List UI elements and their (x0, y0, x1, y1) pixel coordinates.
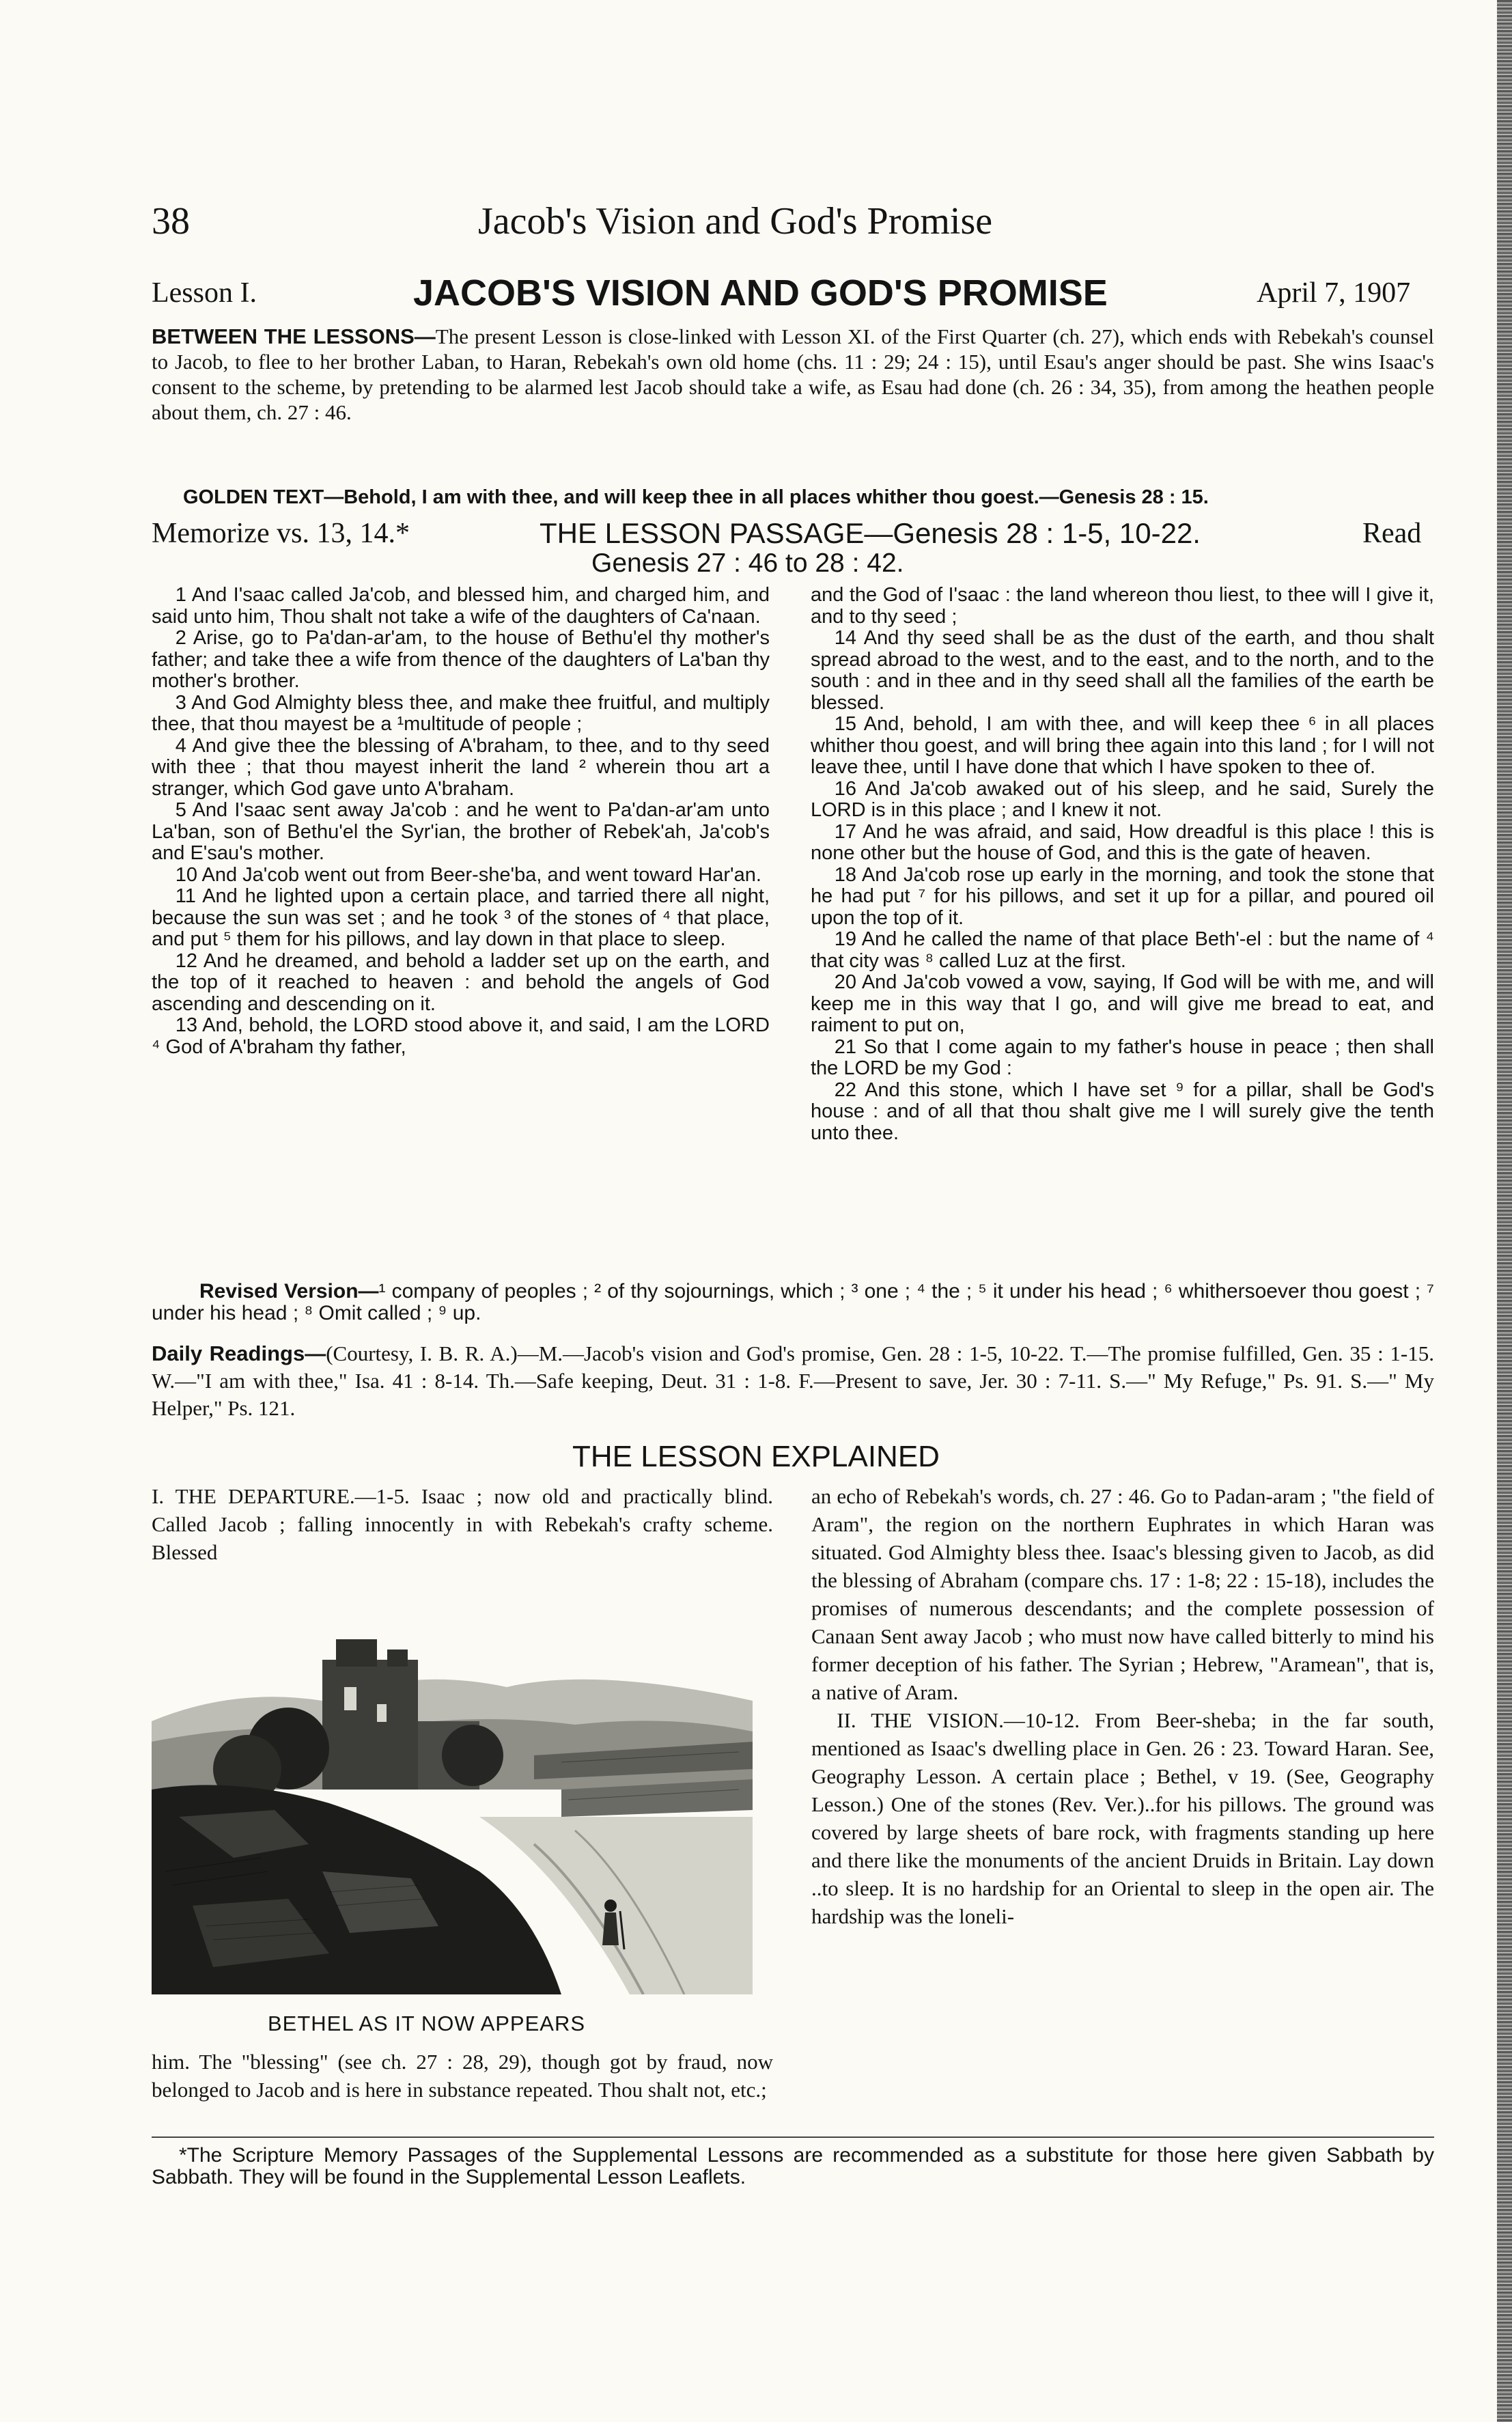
passage-verse: 17 And he was afraid, and said, How dreadful is this place ! this is none other but the house of God, and this is the gate of heaven. (811, 820, 1434, 864)
between-lessons-label: BETWEEN THE LESSONS— (152, 324, 436, 348)
passage-verse: and the God of I'saac : the land whereon thou liest, to thee will I give it, and to thy seed ; (811, 584, 1434, 628)
between-lessons (152, 324, 1434, 425)
passage-verse: 18 And Ja'cob rose up early in the morning, and took the stone that he had put ⁷ for his pillows, and set it up for a pillar, and poured oil upon the top of it. (811, 863, 1434, 929)
read-reference: Genesis 27 : 46 to 28 : 42. (591, 548, 904, 578)
passage-verse: 22 And this stone, which I have set ⁹ for a pillar, shall be God's house : and of all that thou shalt give me I will surely give the tenth unto thee. (811, 1078, 1434, 1144)
passage-right-column (811, 585, 1434, 1144)
footnote-rule (152, 2136, 1434, 2138)
passage-verse: 5 And I'saac sent away Ja'cob : and he went to Pa'dan-ar'am unto La'ban, son of Bethu'el the Syr'ian, the brother of Rebek'ah, Ja'cob's and E'sau's mother. (152, 799, 770, 864)
passage-left-column (152, 585, 770, 1058)
lesson-date: April 7, 1907 (1257, 277, 1411, 309)
read-label: Read (1362, 518, 1422, 549)
page-number: 38 (152, 200, 190, 242)
revised-version-label: Revised Version— (199, 1280, 379, 1303)
passage-verse: 13 And, behold, the LORD stood above it, and said, I am the LORD ⁴ God of A'braham thy father, (152, 1014, 770, 1058)
passage-verse: 1 And I'saac called Ja'cob, and blessed him, and charged him, and said unto him, Thou shalt not take a wife of the daughters of Ca'naan. (152, 584, 770, 628)
passage-verse: 14 And thy seed shall be as the dust of the earth, and thou shalt spread abroad to the west, and to the east, and to the north, and to the south : and in thee and in thy seed shall all the families of the earth be blessed. (811, 627, 1434, 714)
lesson-explained-heading: THE LESSON EXPLAINED (572, 1440, 940, 1473)
lesson-number: Lesson I. (152, 277, 257, 309)
departure-intro: I. THE DEPARTURE.—1-5. Isaac ; now old and practically blind. Called Jacob ; falling innocently in with Rebekah's crafty scheme. Blessed (152, 1484, 773, 1564)
scan-edge (1497, 0, 1512, 2422)
passage-verse: 21 So that I come again to my father's house in peace ; then shall the LORD be my God : (811, 1035, 1434, 1079)
passage-verse: 2 Arise, go to Pa'dan-ar'am, to the house of Bethu'el thy mother's father; and take thee a wife from thence of the daughters of La'ban thy mother's brother. (152, 627, 770, 692)
departure-notes: an echo of Rebekah's words, ch. 27 : 46. Go to Padan-aram ; "the field of Aram", the region on the northern Euphrates in which Haran was situated. God Almighty bless thee. Isaac's blessing given to Jacob, as did the blessing of Abraham (compare chs. 17 : 1-8; 22 : 15-18), includes the promises of numerous descendants; and the complete possession of Canaan Sent away Jacob ; who must now have called bitterly to mind his former deception of his father. The Syrian ; Hebrew, "Aramean", that is, a native of Aram. (811, 1484, 1434, 1704)
revised-version-text: ¹ company of peoples ; ² of thy sojournings, which ; ³ one ; ⁴ the ; ⁵ it under his head ; ⁶ whithersoever thou goest ; ⁷ under his head ; ⁸ Omit called ; ⁹ up. (152, 1280, 1434, 1324)
passage-verse: 12 And he dreamed, and behold a ladder set up on the earth, and the top of it reached to heaven : and behold the angels of God ascending and descending on it. (152, 949, 770, 1015)
footnote-text: *The Scripture Memory Passages of the Supplemental Lessons are recommended as a substitute for those here given Sabbath by Sabbath. They will be found in the Supplemental Lesson Leaflets. (152, 2144, 1434, 2188)
passage-verse: 15 And, behold, I am with thee, and will keep thee ⁶ in all places whither thou goest, and will bring thee again into this land ; for I will not leave thee, until I have done that which I have spoken to thee of. (811, 713, 1434, 778)
passage-verse: 16 And Ja'cob awaked out of his sleep, and he said, Surely the LORD is in this place ; and I knew it not. (811, 777, 1434, 821)
passage-verse: 19 And he called the name of that place Beth'-el : but the name of ⁴ that city was ⁸ called Luz at the first. (811, 928, 1434, 972)
vision-notes: II. THE VISION.—10-12. From Beer-sheba; in the far south, mentioned as Isaac's dwelling place in Gen. 26 : 23. Toward Haran. See, Geography Lesson. A certain place ; Bethel, v 19. (See, Geography Lesson.) One of the stones (Rev. Ver.)..for his pillows. The ground was covered by large sheets of bare rock, with fragments standing up here and there like the monuments of the ancient Druids in Britain. Lay down ..to sleep. It is no hardship for an Oriental to sleep in the open air. The hardship was the loneli- (811, 1708, 1434, 1928)
illustration-caption: BETHEL AS IT NOW APPEARS (268, 2012, 586, 2035)
running-title: Jacob's Vision and God's Promise (478, 200, 993, 242)
daily-readings-text: (Courtesy, I. B. R. A.)—M.—Jacob's vision and God's promise, Gen. 28 : 1-5, 10-22. T.—The promise fulfilled, Gen. 35 : 1-15. W.—"I am with thee," Isa. 41 : 8-14. Th.—Safe keeping, Deut. 31 : 1-8. F.—Present to save, Jer. 30 : 7-11. S.—" My Refuge," Ps. 91. S.—" My Helper," Ps. 121. (152, 1341, 1434, 1420)
footnote (152, 2145, 1434, 2188)
golden-text: GOLDEN TEXT—Behold, I am with thee, and will keep thee in all places whither thou goest.—Genesis 28 : 15. (183, 486, 1209, 508)
lesson-passage-title: THE LESSON PASSAGE—Genesis 28 : 1-5, 10-22. (540, 517, 1201, 549)
passage-verse: 10 And Ja'cob went out from Beer-she'ba, and went toward Har'an. (175, 863, 761, 886)
passage-verse: 20 And Ja'cob vowed a vow, saying, If God will be with me, and will keep me in this way that I go, and will give me bread to eat, and raiment to put on, (811, 971, 1434, 1036)
daily-readings (152, 1340, 1434, 1422)
lesson-title: JACOB'S VISION AND GOD'S PROMISE (413, 273, 1108, 314)
departure-continued: him. The "blessing" (see ch. 27 : 28, 29), though got by fraud, now belonged to Jacob and is here in substance repeated. Thou shalt not, etc.; (152, 2050, 773, 2102)
passage-verse: 11 And he lighted upon a certain place, and tarried there all night, because the sun was set ; and he took ³ of the stones of ⁴ that place, and put ⁵ them for his pillows, and lay down in that place to sleep. (152, 885, 770, 950)
between-lessons-text: The present Lesson is close-linked with Lesson XI. of the First Quarter (ch. 27), which ends with Rebekah's counsel to Jacob, to flee to her brother Laban, to Haran, Rebekah's own old home (chs. 11 : 29; 24 : 15), until Esau's anger should be past. She wins Isaac's consent to the scheme, by pretending to be alarmed lest Jacob should take a wife, as Esau had done (ch. 26 : 34, 35), from among the heathen people about them, ch. 27 : 46. (152, 324, 1434, 424)
daily-readings-label: Daily Readings— (152, 1341, 326, 1365)
memorize-note: Memorize vs. 13, 14.* (152, 518, 410, 549)
explained-right-column (811, 1482, 1434, 1930)
passage-verse: 4 And give thee the blessing of A'braham, to thee, and to thy seed with thee ; that thou mayest inherit the land ² wherein thou art a stranger, which God gave unto A'braham. (152, 734, 770, 800)
passage-verse: 3 And God Almighty bless thee, and make thee fruitful, and multiply thee, that thou mayest be a ¹multitude of people ; (152, 691, 770, 735)
bethel-illustration (152, 1585, 753, 1994)
revised-version (152, 1281, 1434, 1324)
